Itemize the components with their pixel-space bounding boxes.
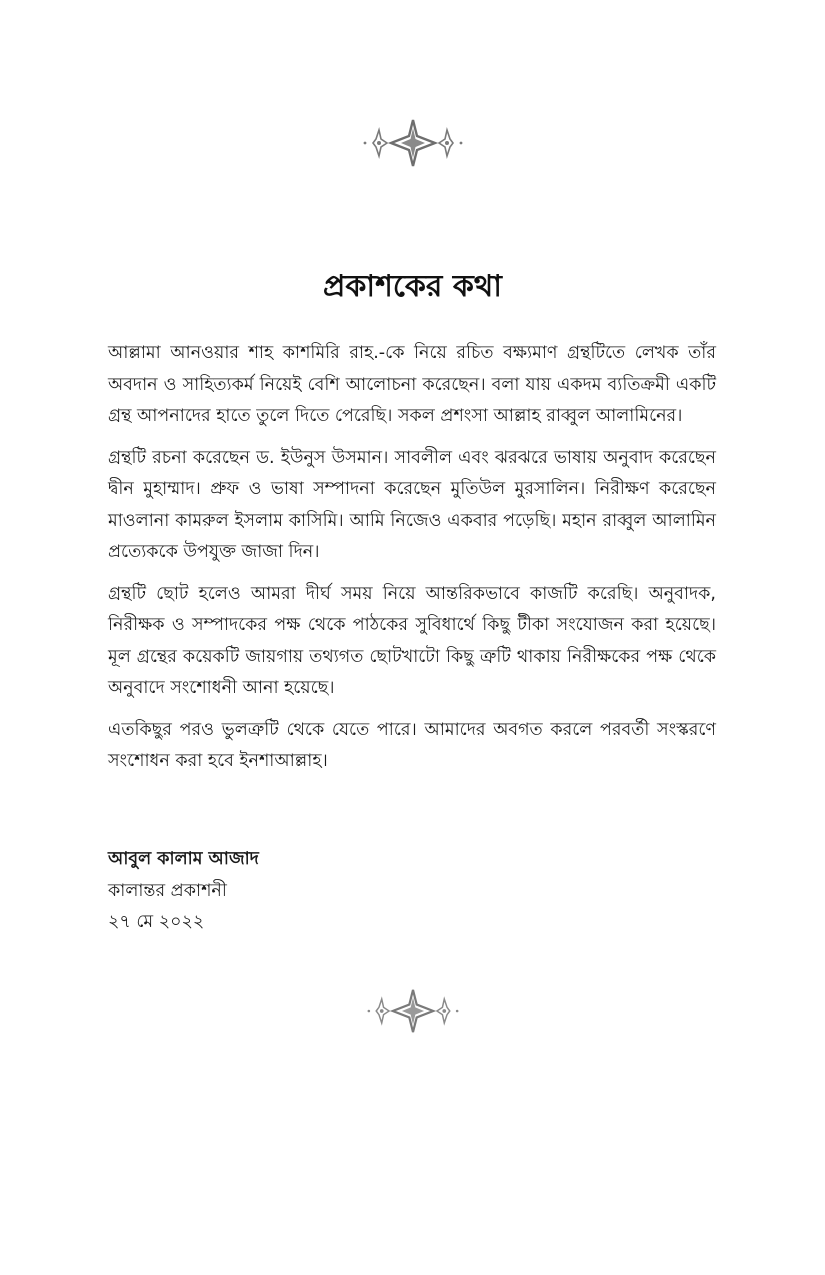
paragraph: গ্রন্থটি রচনা করেছেন ড. ইউনুস উসমান। সাবলীল এবং ঝরঝরে ভাষায় অনুবাদ করেছেন দ্বীন মুহাম্মাদ। প্রুফ ও ভাষা সম্পাদনা করেছেন মুতিউল মুরসালিন। নিরীক্ষণ করেছেন মাওলানা কামরুল ইসলাম কাসিমি। আমি নিজেও একবার পড়েছি। মহান রাব্বুল আলামিন প্রত্যেককে উপযুক্ত জাজা দিন। [108,447,716,562]
signature-publisher: কালান্তর প্রকাশনী [108,880,227,901]
sparkle-ornament-icon [363,988,463,1034]
paragraph: এতকিছুর পরও ভুলত্রুটি থেকে যেতে পারে। আমাদের অবগত করলে পরবর্তী সংস্করণে সংশোধন করা হবে ইনশাআল্লাহ। [108,719,716,771]
paragraph: গ্রন্থটি ছোট হলেও আমরা দীর্ঘ সময় নিয়ে আন্তরিকভাবে কাজটি করেছি। অনুবাদক, নিরীক্ষক ও সম্পাদকের পক্ষ থেকে পাঠকের সুবিধার্থে কিছু টীকা সংযোজন করা হয়েছে। মূল গ্রন্থের কয়েকটি জায়গায় তথ্যগত ছোটখাটো কিছু ত্রুটি থাকায় নিরীক্ষকের পক্ষ থেকে অনুবাদে সংশোধনী আনা হয়েছে। [108,583,716,698]
sparkle-ornament-icon [359,118,467,168]
top-ornament [0,118,825,168]
bottom-ornament [0,988,825,1034]
signature-block [108,844,508,939]
body-text [108,338,716,788]
paragraph: আল্লামা আনওয়ার শাহ কাশমিরি রাহ.-কে নিয়ে রচিত বক্ষ্যমাণ গ্রন্থটিতে লেখক তাঁর অবদান ও সাহিত্যকর্ম নিয়েই বেশি আলোচনা করেছেন। বলা যায় একদম ব্যতিক্রমী একটি গ্রন্থ আপনাদের হাতে তুলে দিতে পেরেছি। সকল প্রশংসা আল্লাহ রাব্বুল আলামিনের। [108,343,716,426]
page-title: প্রকাশকের কথা [323,269,502,304]
signature-date: ২৭ মে ২০২২ [108,912,205,932]
signature-name: আবুল কালাম আজাদ [108,849,259,869]
